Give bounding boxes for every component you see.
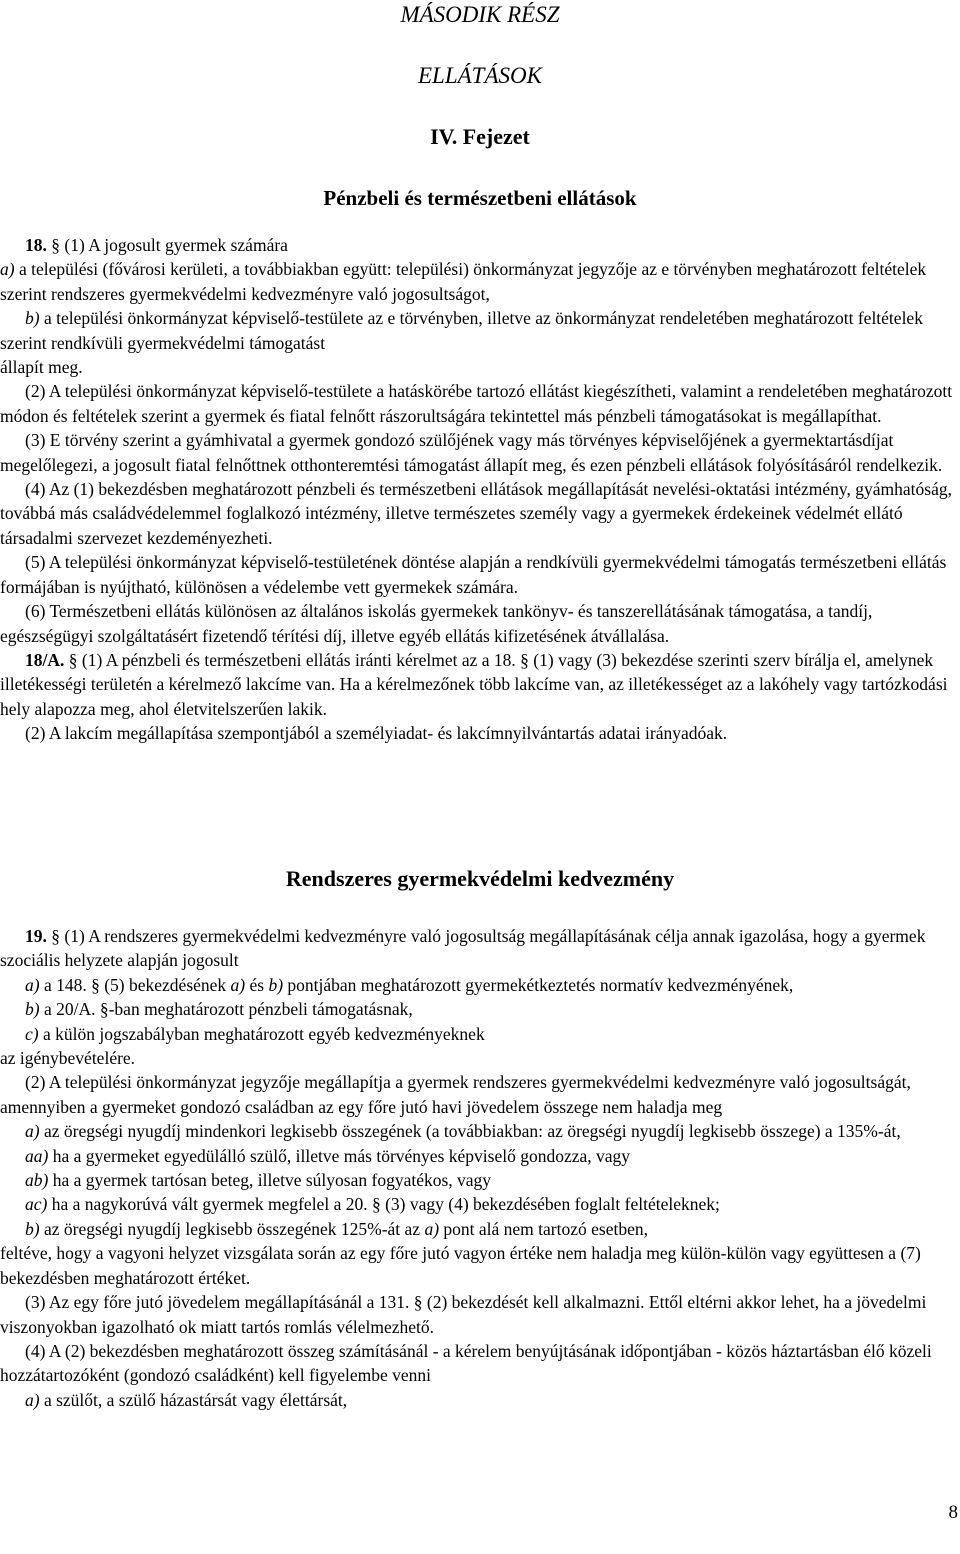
s19-p2-item-ab: ab) ha a gyermek tartósan beteg, illetve súlyosan fogyatékos, vagy: [25, 1170, 492, 1191]
s19-p2-item-aa: aa) ha a gyermeket egyedülálló szülő, illetve más törvényes képviselő gondozza, vagy: [25, 1145, 631, 1166]
s19-p2-item-ac: ac) ha a nagykorúvá vált gyermek megfelel a 20. § (3) vagy (4) bekezdésében foglalt feltételeknek;: [25, 1194, 720, 1215]
s19-p3: (3) Az egy főre jutó jövedelem megállapításánál a 131. § (2) bekezdését kell alkalmazni. Ettől eltérni akkor lehet, ha a jövedelmi viszonyokban igazolható ok miatt tartós romlás vélelmezhető.: [0, 1292, 927, 1337]
section-sign: §: [51, 926, 60, 946]
s19-item-end: az igénybevételére.: [0, 1048, 136, 1069]
s19-item-a: a) a 148. § (5) bekezdésének a) és b) pontjában meghatározott gyermekétkeztetés normatív kedvezményének,: [25, 974, 794, 995]
chapter-heading: IV. Fejezet: [430, 124, 530, 149]
s19-item-c: c) a külön jogszabályban meghatározott egyéb kedvezményeknek: [25, 1023, 485, 1044]
s18-p3: (3) E törvény szerint a gyámhivatal a gyermek gondozó szülőjének vagy más törvényes képviselőjének a gyermektartásdíjat megelőlegezi, a jogosult fiatal felnőttnek otthonteremtési támogatást állapít meg, és ezen pénzbeli ellátások folyósításáról rendelkezik.: [0, 430, 943, 475]
part-heading: MÁSODIK RÉSZ: [400, 2, 560, 27]
s18-p1: 18. § (1) A jogosult gyermek számára: [25, 235, 288, 255]
subsection-heading-regular-benefit: Rendszeres gyermekvédelmi kedvezmény: [285, 866, 675, 891]
s19-p2-item-b: b) az öregségi nyugdíj legkisebb összegének 125%-át az a) pont alá nem tartozó esetben,: [25, 1218, 648, 1239]
paragraphs-18: [0, 233, 960, 746]
s18-p5: (5) A települési önkormányzat képviselő-testületének döntése alapján a rendkívüli gyermekvédelmi támogatás természetbeni ellátás formájában is nyújtható, különösen a védelembe vett gyermekek számára.: [0, 552, 947, 597]
s18-p2: (2) A települési önkormányzat képviselő-testülete a hatáskörébe tartozó ellátást kiegészítheti, valamint a rendeletében meghatározott módon és feltételek szerint a gyermek és fiatal felnőtt rászorultságára tekintettel más pénzbeli támogatásokat is megállapíthat.: [0, 381, 953, 426]
s18a-p2: (2) A lakcím megállapítása szempontjából a személyiadat- és lakcímnyilvántartás adatai irányadóak.: [25, 723, 728, 744]
section-heading-ellatasok: ELLÁTÁSOK: [418, 63, 542, 88]
section-number: 18/A.: [25, 649, 65, 670]
subsection-heading-benefits: Pénzbeli és természetbeni ellátások: [323, 186, 637, 210]
s19-p4: (4) A (2) bekezdésben meghatározott összeg számításánál - a kérelem benyújtásának időpontjában - közös háztartásban élő közeli hozzátartozóként (gondozó családként) kell figyelembe venni: [0, 1340, 932, 1386]
s18a-p1: 18/A. § (1) A pénzbeli és természetbeni ellátás iránti kérelmet az a 18. § (1) vagy (3) bekezdése szerinti szerv bírálja el, amelynek illetékességi területén a kérelmező lakcíme van. Ha a kérelmezőnek több lakcíme van, az illetékességet az a lakóhely vagy tartózkodási hely alapozza meg, ahol életvitelszerűen lakik.: [0, 649, 948, 719]
s19-p1: 19. § (1) A rendszeres gyermekvédelmi kedvezményre való jogosultság megállapításának célja annak igazolása, hogy a gyermek szociális helyzete alapján jogosult: [0, 926, 926, 971]
s19-p2: (2) A települési önkormányzat jegyzője megállapítja a gyermek rendszeres gyermekvédelmi kedvezményre való jogosultságát, amennyiben a gyermeket gondozó családban az egy főre jutó havi jövedelem összege nem haladja meg: [0, 1072, 911, 1117]
s18-p6: (6) Természetbeni ellátás különösen az általános iskolás gyermekek tankönyv- és tanszerellátásának támogatása, a tandíj, egészségügyi szolgáltatásért fizetendő térítési díj, illetve egyéb ellátás kifizetésének átvállalása.: [0, 601, 873, 646]
section-sign: §: [68, 649, 78, 670]
section-sign: §: [51, 235, 60, 255]
page-number: 8: [948, 1502, 958, 1523]
section-number: 19.: [25, 926, 47, 946]
s18-item-a: a) a települési (fővárosi kerületi, a továbbiakban együtt: települési) önkormányzat jegyzője az e törvényben meghatározott feltételek szerint rendszeres gyermekvédelmi kedvezményre való jogosultságot,: [0, 259, 927, 304]
s19-p4-item-a: a) a szülőt, a szülő házastársát vagy élettársát,: [25, 1389, 348, 1410]
s19-p2-end: feltéve, hogy a vagyoni helyzet vizsgálata során az egy főre jutó vagyon értéke nem haladja meg külön-külön vagy együttesen a (7) bekezdésben meghatározott értéket.: [0, 1243, 921, 1288]
s18-item-b: b) a települési önkormányzat képviselő-testülete az e törvényben, illetve az önkormányzat rendeletében meghatározott feltételek szerint rendkívüli gyermekvédelmi támogatást: [0, 308, 923, 353]
paragraphs-19: [0, 924, 960, 1412]
s18-p4: (4) Az (1) bekezdésben meghatározott pénzbeli és természetbeni ellátások megállapítását nevelési-oktatási intézmény, gyámhatóság, továbbá más családvédelemmel foglalkozó intézmény, illetve természetes személy vagy a gyermekek érdekeinek védelmét ellátó társadalmi szervezet kezdeményezheti.: [0, 479, 952, 548]
s19-item-b: b) a 20/A. §-ban meghatározott pénzbeli támogatásnak,: [25, 999, 413, 1020]
section-number: 18.: [25, 235, 47, 255]
s19-p2-item-a: a) az öregségi nyugdíj mindenkori legkisebb összegének (a továbbiakban: az öregségi nyugdíj legkisebb összege) a 135%-át,: [25, 1121, 901, 1142]
s18-item-end: állapít meg.: [0, 357, 83, 378]
